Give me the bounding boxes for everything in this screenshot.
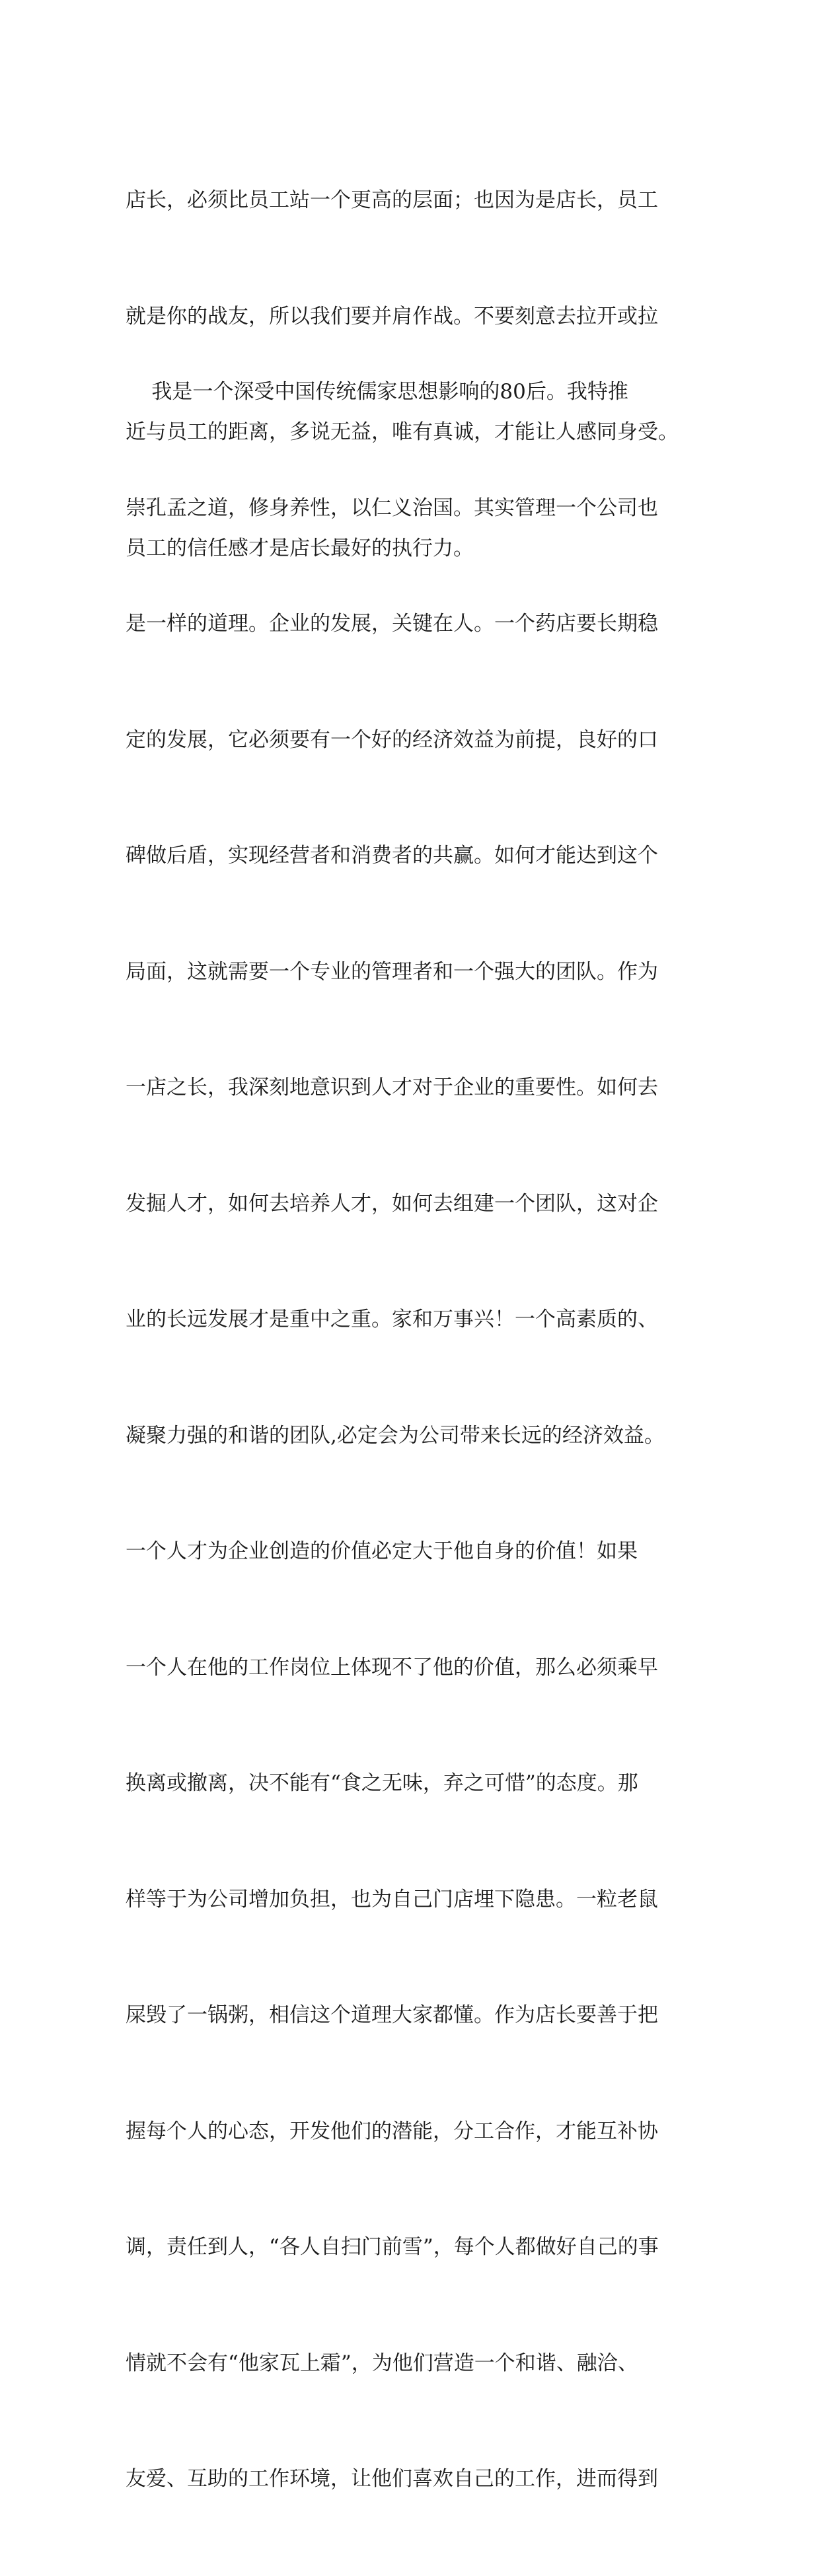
text-line: 店长，必须比员工站一个更高的层面；也因为是店长，员工: [126, 188, 658, 212]
text-line: 调，责任到人，“各人自扫门前雪”，每个人都做好自己的事: [126, 2235, 659, 2259]
text-line: 情就不会有“他家瓦上霜”，为他们营造一个和谐、融洽、: [126, 2351, 638, 2375]
text-line: 换离或撤离，决不能有“食之无味，弃之可惜”的态度。那: [126, 1771, 638, 1795]
text-line: 就是你的战友，所以我们要并肩作战。不要刻意去拉开或拉: [126, 304, 658, 328]
text-line: 员工的信任感才是店长最好的执行力。: [126, 536, 474, 560]
text-line: 定的发展，它必须要有一个好的经济效益为前提，良好的口: [126, 727, 658, 752]
text-line: 一个人在他的工作岗位上体现不了他的价值，那么必须乘早: [126, 1655, 658, 1679]
text-line: 友爱、互助的工作环境，让他们喜欢自己的工作，进而得到: [126, 2467, 658, 2491]
text-line: 业的长远发展才是重中之重。家和万事兴！一个高素质的、: [126, 1307, 658, 1331]
text-line: 一个人才为企业创造的价值必定大于他自身的价值！如果: [126, 1539, 638, 1563]
text-line: 凝聚力强的和谐的团队,必定会为公司带来长远的经济效益。: [126, 1423, 665, 1448]
text-line: 我是一个深受中国传统儒家思想影响的80后。我特推: [126, 380, 628, 404]
text-line: 发掘人才，如何去培养人才，如何去组建一个团队，这对企: [126, 1191, 658, 1216]
text-line: 局面，这就需要一个专业的管理者和一个强大的团队。作为: [126, 959, 658, 984]
text-line: 崇孔孟之道，修身养性，以仁义治国。其实管理一个公司也: [126, 496, 658, 520]
text-line: 一店之长，我深刻地意识到人才对于企业的重要性。如何去: [126, 1076, 658, 1099]
paragraph-2: [126, 295, 707, 2576]
text-line: 近与员工的距离，多说无益，唯有真诚，才能让人感同身受。: [126, 420, 679, 444]
text-line: 屎毁了一锅粥，相信这个道理大家都懂。作为店长要善于把: [126, 2003, 658, 2027]
text-line: 握每个人的心态，开发他们的潜能，分工合作，才能互补协: [126, 2119, 658, 2143]
text-line: 是一样的道理。企业的发展，关键在人。一个药店要长期稳: [126, 612, 658, 636]
text-line: 样等于为公司增加负担，也为自己门店埋下隐患。一粒老鼠: [126, 1887, 658, 1911]
text-line: 碑做后盾，实现经营者和消费者的共赢。如何才能达到这个: [126, 844, 658, 867]
